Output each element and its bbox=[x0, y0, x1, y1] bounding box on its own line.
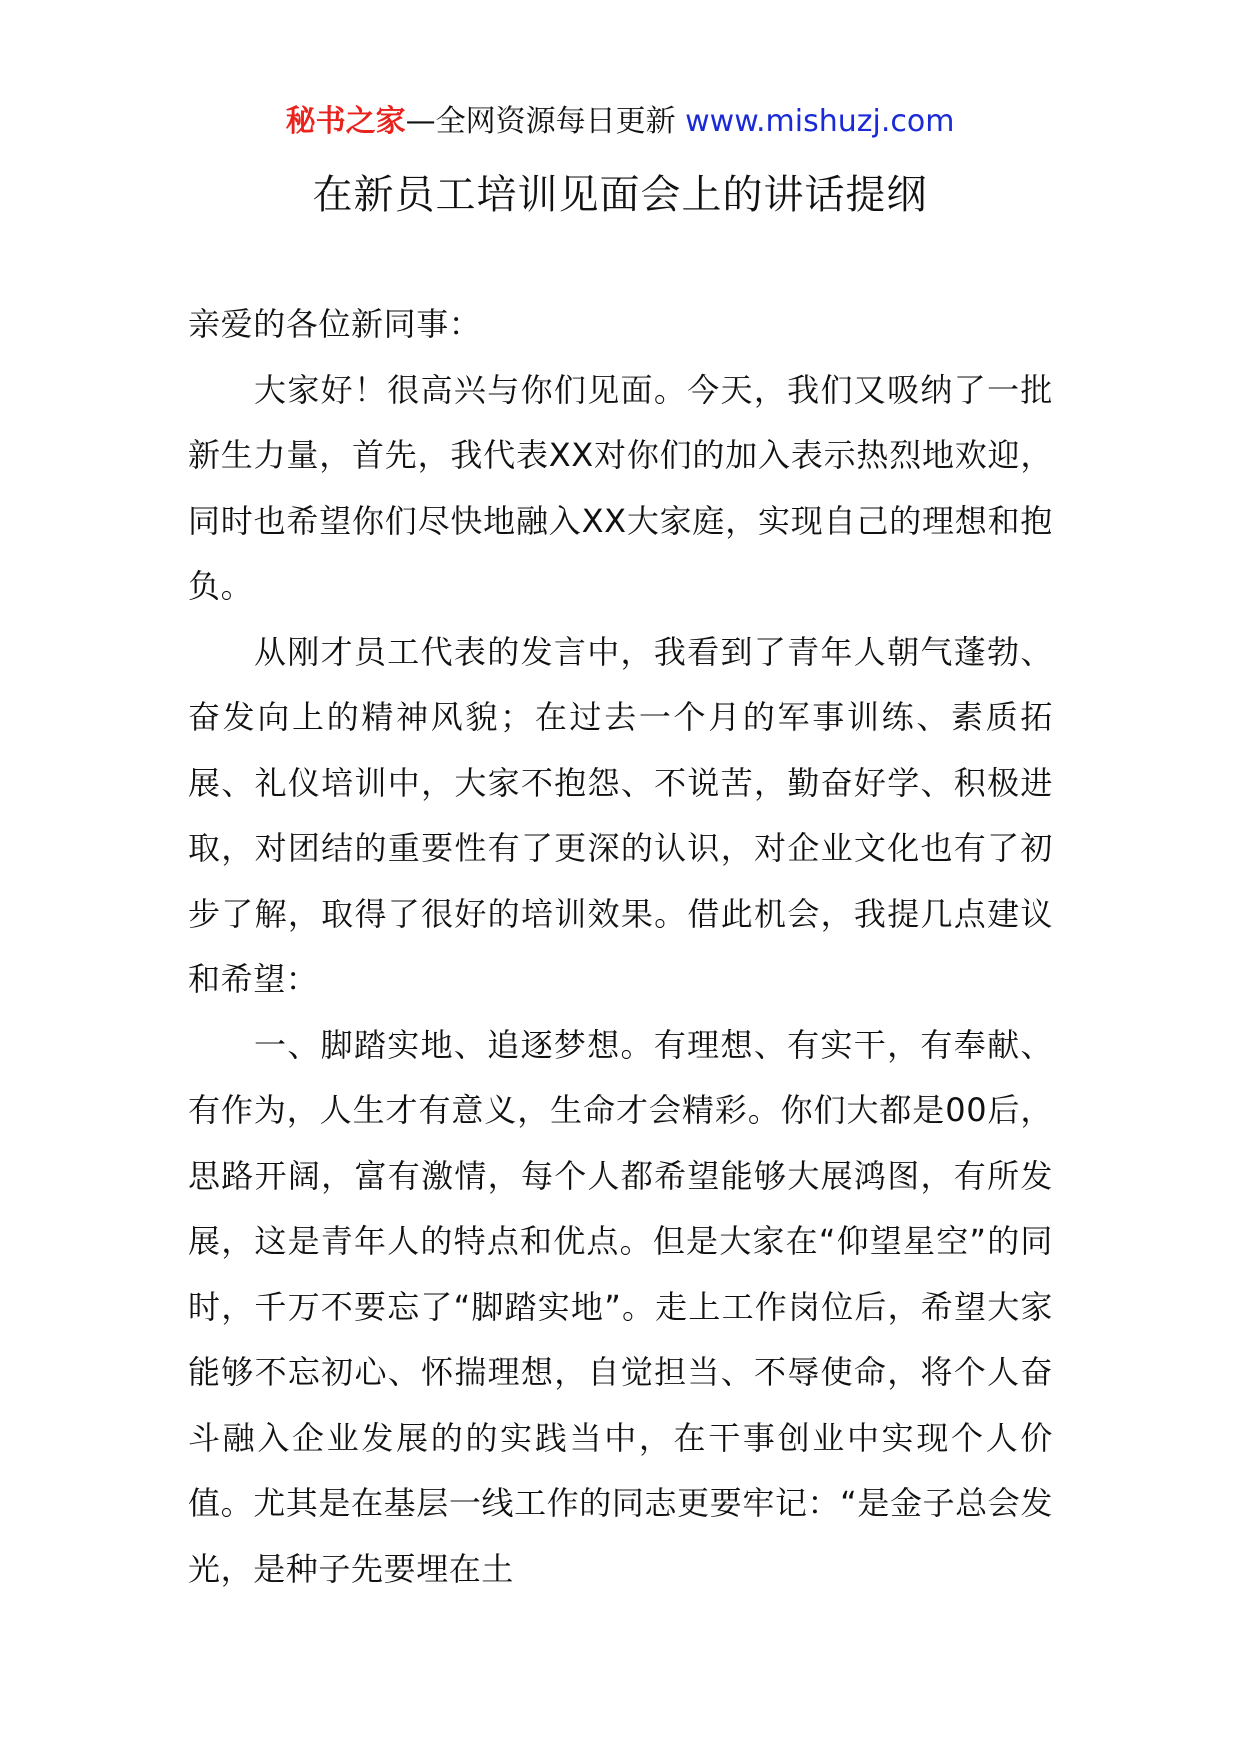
document-title: 在新员工培训见面会上的讲话提纲 bbox=[312, 172, 928, 218]
paragraph-1: 大家好！很高兴与你们见面。今天，我们又吸纳了一批新生力量，首先，我代表XX对你们的加入表示热烈地欢迎，同时也希望你们尽快地融入XX大家庭，实现自己的理想和抱负。 bbox=[188, 370, 1053, 605]
site-url-link[interactable]: www.mishuzj.com bbox=[685, 104, 955, 139]
paragraph-3: 一、脚踏实地、追逐梦想。有理想、有实干，有奉献、有作为，人生才有意义，生命才会精彩。你们大都是00后，思路开阔，富有激情，每个人都希望能够大展鸿图，有所发展，这是青年人的特点和优点。但是大家在“仰望星空”的同时，千万不要忘了“脚踏实地”。走上工作岗位后，希望大家能够不忘初心、怀揣理想，自觉担当、不辱使命，将个人奋斗融入企业发展的的实践当中，在干事创业中实现个人价值。尤其是在基层一线工作的同志更要牢记：“是金子总会发光，是种子先要埋在土 bbox=[188, 1025, 1053, 1588]
salutation: 亲爱的各位新同事： bbox=[188, 305, 482, 343]
paragraph-2: 从刚才员工代表的发言中，我看到了青年人朝气蓬勃、奋发向上的精神风貌；在过去一个月的军事训练、素质拓展、礼仪培训中，大家不抱怨、不说苦，勤奋好学、积极进取，对团结的重要性有了更深的认识，对企业文化也有了初步了解，取得了很好的培训效果。借此机会，我提几点建议和希望： bbox=[188, 632, 1053, 998]
header-slogan: —全网资源每日更新 bbox=[405, 104, 676, 139]
document-body bbox=[188, 292, 1053, 1602]
brand-name: 秘书之家 bbox=[285, 104, 406, 139]
site-header bbox=[0, 100, 1240, 144]
